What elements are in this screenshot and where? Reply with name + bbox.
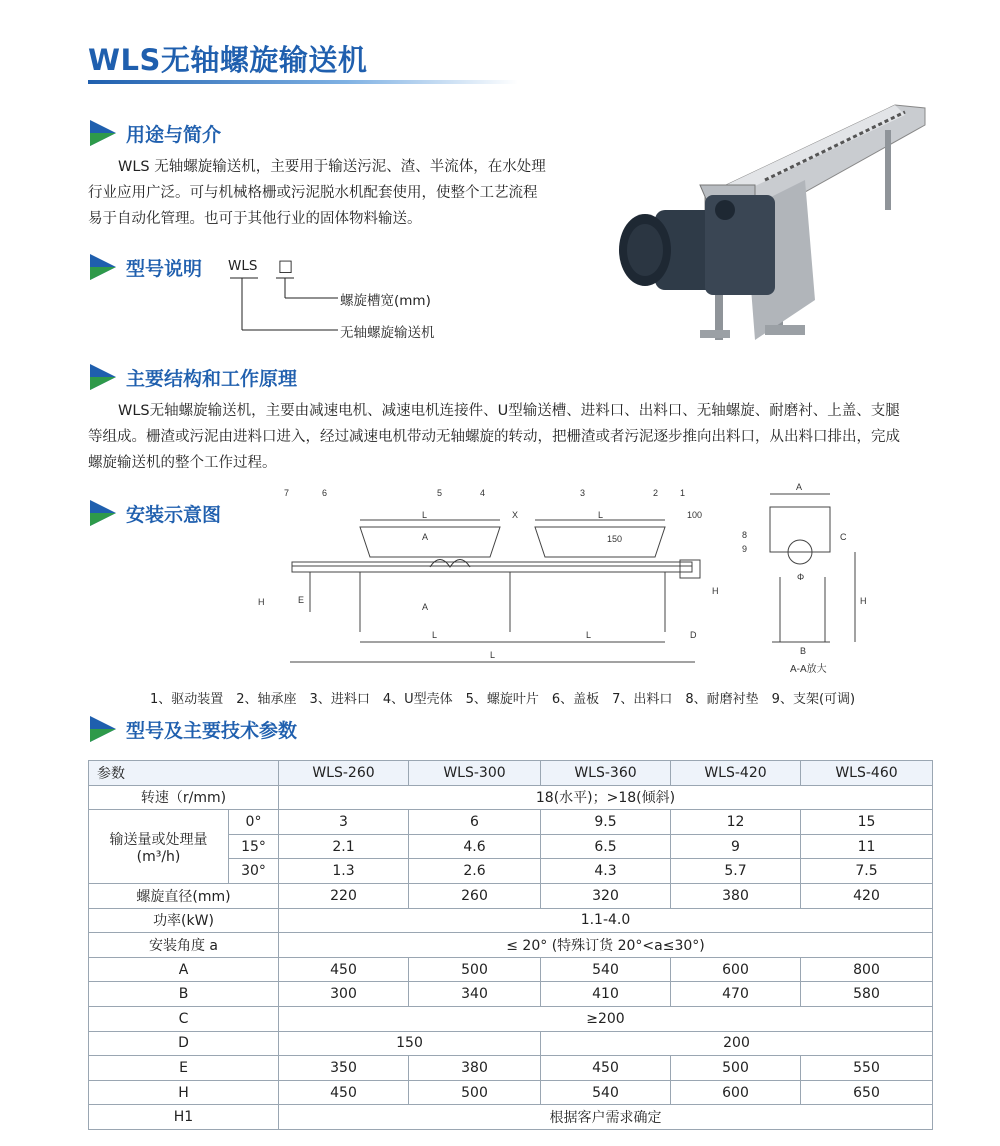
callout-8: 8 bbox=[742, 530, 748, 540]
table-row bbox=[89, 982, 933, 1007]
row-label: D bbox=[89, 1031, 279, 1056]
table-row bbox=[89, 933, 933, 958]
title-underline bbox=[88, 80, 518, 84]
capacity-label-line1: 输送量或处理量 bbox=[109, 831, 208, 848]
dim-h1: H bbox=[258, 597, 265, 607]
table-header-cell: WLS-300 bbox=[409, 761, 541, 786]
row-label: B bbox=[89, 982, 279, 1007]
table-row bbox=[89, 883, 933, 908]
row-value: ≤ 20° (特殊订货 20°<a≤30°) bbox=[279, 933, 933, 958]
cell: 450 bbox=[279, 1080, 409, 1105]
callout-9: 9 bbox=[742, 544, 748, 554]
cell: 3 bbox=[279, 810, 409, 835]
dim-l: L bbox=[490, 650, 496, 660]
row-label: A bbox=[89, 957, 279, 982]
row-label: 螺旋直径(mm) bbox=[89, 883, 279, 908]
section-params-label: 型号及主要技术参数 bbox=[126, 719, 298, 742]
dim-h: H bbox=[712, 586, 719, 596]
dim-l1a: L bbox=[422, 510, 428, 520]
row-label: 转速（r/mm) bbox=[89, 785, 279, 810]
row-value: 18(水平)；>18(倾斜) bbox=[279, 785, 933, 810]
table-row bbox=[89, 908, 933, 933]
cell: 15 bbox=[801, 810, 933, 835]
structure-line-1: WLS无轴螺旋输送机，主要由减速电机、减速电机连接件、U型输送槽、进料口、出料口、无轴螺旋、耐磨衬、上盖、支腿 bbox=[118, 403, 900, 419]
row-label: H bbox=[89, 1080, 279, 1105]
cell: 410 bbox=[541, 982, 671, 1007]
table-header-cell: WLS-260 bbox=[279, 761, 409, 786]
table-row bbox=[89, 1031, 933, 1056]
table-row bbox=[89, 1105, 933, 1130]
section-arrow-icon bbox=[88, 498, 118, 528]
row-value: 根据客户需求确定 bbox=[279, 1105, 933, 1130]
dim-d: D bbox=[690, 630, 697, 640]
cell: 220 bbox=[279, 883, 409, 908]
params-table bbox=[88, 760, 933, 1130]
row-value: 150 bbox=[279, 1031, 541, 1056]
table-row bbox=[89, 1006, 933, 1031]
cell: 800 bbox=[801, 957, 933, 982]
cell: 9 bbox=[671, 834, 801, 859]
row-value: ≥200 bbox=[279, 1006, 933, 1031]
capacity-label bbox=[89, 810, 229, 884]
cell: 6 bbox=[409, 810, 541, 835]
table-header-cell: WLS-420 bbox=[671, 761, 801, 786]
callout-7: 7 bbox=[284, 488, 290, 498]
section-arrow-icon bbox=[88, 118, 118, 148]
cell: 320 bbox=[541, 883, 671, 908]
angle-cell: 0° bbox=[229, 810, 279, 835]
section-mark-bottom: A bbox=[422, 602, 429, 612]
table-row bbox=[89, 785, 933, 810]
cell: 340 bbox=[409, 982, 541, 1007]
cell: 650 bbox=[801, 1080, 933, 1105]
installation-diagram bbox=[250, 482, 910, 682]
angle-cell: 15° bbox=[229, 834, 279, 859]
cell: 380 bbox=[671, 883, 801, 908]
page-title: WLS无轴螺旋输送机 bbox=[88, 43, 368, 77]
table-header-cell: WLS-460 bbox=[801, 761, 933, 786]
section-model-heading bbox=[88, 252, 202, 282]
cell: 4.3 bbox=[541, 859, 671, 884]
diagram-legend: 1、驱动装置 2、轴承座 3、进料口 4、U型壳体 5、螺旋叶片 6、盖板 7、出料口 8、耐磨衬垫 9、支架(可调) bbox=[150, 692, 856, 707]
row-label: 功率(kW) bbox=[89, 908, 279, 933]
dim-h-side: H bbox=[860, 596, 867, 606]
row-label: 安装角度 a bbox=[89, 933, 279, 958]
product-photo bbox=[605, 100, 935, 360]
callout-5: 5 bbox=[437, 488, 443, 498]
dim-150: 150 bbox=[607, 534, 623, 544]
dim-phi: Φ bbox=[797, 572, 805, 582]
section-arrow-icon bbox=[88, 252, 118, 282]
intro-line-3: 易于自动化管理。也可于其他行业的固体物料输送。 bbox=[88, 211, 422, 227]
cell: 2.6 bbox=[409, 859, 541, 884]
section-model-label: 型号说明 bbox=[126, 257, 203, 280]
section-install-heading bbox=[88, 498, 221, 528]
cell: 380 bbox=[409, 1056, 541, 1081]
cell: 1.3 bbox=[279, 859, 409, 884]
cell: 7.5 bbox=[801, 859, 933, 884]
cell: 6.5 bbox=[541, 834, 671, 859]
cell: 450 bbox=[541, 1056, 671, 1081]
cell: 600 bbox=[671, 957, 801, 982]
dim-l2a: L bbox=[432, 630, 438, 640]
table-header-cell: 参数 bbox=[89, 761, 279, 786]
section-mark-top: A bbox=[422, 532, 429, 542]
section-params-heading bbox=[88, 714, 297, 744]
model-explanation bbox=[228, 258, 488, 348]
dim-l2b: L bbox=[586, 630, 592, 640]
model-desc-width: 螺旋槽宽(mm) bbox=[340, 293, 431, 309]
section-arrow-icon bbox=[88, 714, 118, 744]
cell: 4.6 bbox=[409, 834, 541, 859]
dim-100: 100 bbox=[687, 510, 703, 520]
cell: 580 bbox=[801, 982, 933, 1007]
intro-line-2: 行业应用广泛。可与机械格栅或污泥脱水机配套使用，使整个工艺流程 bbox=[88, 185, 538, 201]
cell: 9.5 bbox=[541, 810, 671, 835]
model-box-symbol: □ bbox=[278, 256, 294, 275]
section-intro-heading bbox=[88, 118, 221, 148]
cell: 5.7 bbox=[671, 859, 801, 884]
cell: 550 bbox=[801, 1056, 933, 1081]
dim-e: E bbox=[298, 595, 305, 605]
cell: 500 bbox=[409, 957, 541, 982]
dim-b: B bbox=[800, 646, 807, 656]
cell: 500 bbox=[409, 1080, 541, 1105]
section-structure-heading bbox=[88, 362, 297, 392]
callout-6: 6 bbox=[322, 488, 328, 498]
cell: 420 bbox=[801, 883, 933, 908]
section-aa-label: A-A放大 bbox=[790, 664, 827, 675]
dim-x: X bbox=[512, 510, 519, 520]
cell: 260 bbox=[409, 883, 541, 908]
model-lines bbox=[228, 276, 348, 346]
capacity-label-line2: (m³/h) bbox=[136, 848, 181, 865]
cell: 600 bbox=[671, 1080, 801, 1105]
callout-3: 3 bbox=[580, 488, 586, 498]
angle-cell: 30° bbox=[229, 859, 279, 884]
cell: 300 bbox=[279, 982, 409, 1007]
cell: 350 bbox=[279, 1056, 409, 1081]
dim-c: C bbox=[840, 532, 847, 542]
callout-4: 4 bbox=[480, 488, 486, 498]
row-label: C bbox=[89, 1006, 279, 1031]
cell: 450 bbox=[279, 957, 409, 982]
model-prefix: WLS bbox=[228, 258, 258, 274]
table-header-row bbox=[89, 761, 933, 786]
callout-2: 2 bbox=[653, 488, 659, 498]
cell: 11 bbox=[801, 834, 933, 859]
cell: 470 bbox=[671, 982, 801, 1007]
section-arrow-icon bbox=[88, 362, 118, 392]
section-structure-label: 主要结构和工作原理 bbox=[126, 367, 298, 390]
table-row bbox=[89, 957, 933, 982]
table-row bbox=[89, 810, 933, 835]
cell: 2.1 bbox=[279, 834, 409, 859]
dim-l1b: L bbox=[598, 510, 604, 520]
cell: 540 bbox=[541, 1080, 671, 1105]
row-value: 1.1-4.0 bbox=[279, 908, 933, 933]
model-desc-name: 无轴螺旋输送机 bbox=[340, 325, 435, 341]
row-value: 200 bbox=[541, 1031, 933, 1056]
row-label: E bbox=[89, 1056, 279, 1081]
callout-1: 1 bbox=[680, 488, 686, 498]
table-row bbox=[89, 1080, 933, 1105]
section-install-label: 安装示意图 bbox=[126, 503, 222, 526]
structure-line-2: 等组成。栅渣或污泥由进料口进入，经过减速电机带动无轴螺旋的转动，把栅渣或者污泥逐步推向出料口，从出料口排出，完成 bbox=[88, 429, 900, 445]
section-intro-label: 用途与简介 bbox=[126, 123, 222, 146]
cell: 540 bbox=[541, 957, 671, 982]
structure-line-3: 螺旋输送机的整个工作过程。 bbox=[88, 455, 277, 471]
table-header-cell: WLS-360 bbox=[541, 761, 671, 786]
intro-line-1: WLS 无轴螺旋输送机，主要用于输送污泥、渣、半流体，在水处理 bbox=[118, 159, 546, 175]
cell: 12 bbox=[671, 810, 801, 835]
dim-a: A bbox=[796, 482, 803, 492]
table-row bbox=[89, 1056, 933, 1081]
row-label: H1 bbox=[89, 1105, 279, 1130]
cell: 500 bbox=[671, 1056, 801, 1081]
